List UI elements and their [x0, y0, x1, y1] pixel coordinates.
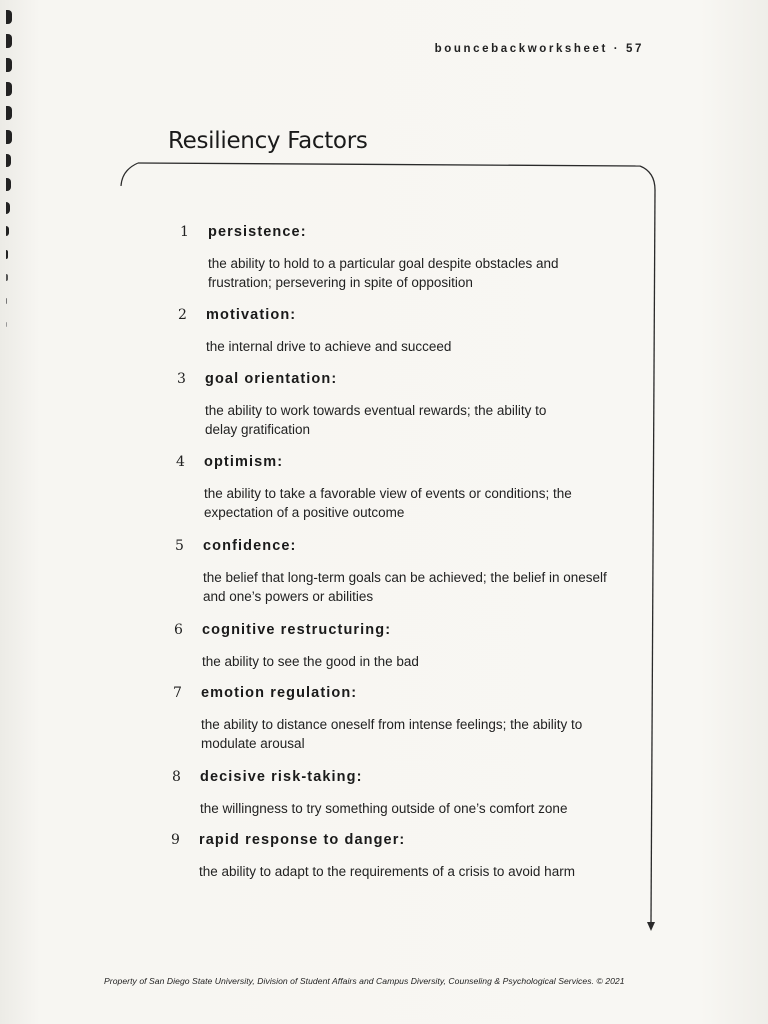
binding-mark — [6, 202, 10, 214]
down-arrow-icon — [647, 922, 655, 931]
binding-mark — [6, 298, 7, 304]
binding-mark — [6, 106, 12, 120]
factor-number: 3 — [177, 371, 186, 387]
factor-number: 2 — [178, 307, 187, 323]
binding-mark — [6, 58, 12, 72]
frame-right-line — [651, 190, 655, 922]
factor-description: the belief that long-term goals can be achieved; the belief in oneself and one’s powers or abilities — [203, 570, 607, 604]
factor-number: 6 — [174, 622, 183, 638]
page-title: Resiliency Factors — [168, 128, 368, 154]
factor-description: the willingness to try something outside of one’s comfort zone — [200, 801, 568, 816]
factor-description: the ability to work towards eventual rewards; the ability to delay gratification — [205, 403, 547, 437]
factor-description: the internal drive to achieve and succeed — [206, 339, 452, 354]
factor-number: 9 — [171, 832, 180, 848]
factor-number: 5 — [175, 538, 184, 554]
factor-description: the ability to hold to a particular goal despite obstacles and frustration; persevering in spite of opposition — [208, 256, 559, 290]
factor-name: optimism: — [204, 454, 284, 470]
factor-name: decisive risk-taking: — [200, 769, 363, 785]
factor-description: the ability to adapt to the requirements of a crisis to avoid harm — [199, 864, 575, 879]
binding-mark — [6, 226, 9, 236]
factor-name: cognitive restructuring: — [202, 622, 392, 638]
binding-mark — [6, 10, 12, 24]
factor-number: 4 — [176, 454, 185, 470]
copyright-footer: Property of San Diego State University, Division of Student Affairs and Campus Diversity, Counseling & Psychological Services. © 2021 — [104, 976, 625, 986]
frame-left-curve — [121, 163, 138, 186]
binding-marks — [6, 10, 16, 350]
binding-mark — [6, 250, 8, 259]
frame-right-curve — [640, 166, 655, 190]
factor-number: 8 — [172, 769, 181, 785]
binding-mark — [6, 154, 11, 167]
factor-name: confidence: — [203, 538, 297, 554]
factor-description: the ability to distance oneself from intense feelings; the ability to modulate arousal — [201, 717, 583, 751]
frame-top-line — [138, 163, 640, 166]
binding-mark — [6, 322, 7, 327]
factor-number: 1 — [180, 224, 189, 240]
factor-description: the ability to take a favorable view of events or conditions; the expectation of a positive outcome — [204, 486, 572, 520]
factor-description: the ability to see the good in the bad — [202, 654, 419, 669]
factor-name: emotion regulation: — [201, 685, 358, 701]
binding-mark — [6, 82, 12, 96]
factor-name: motivation: — [206, 307, 297, 323]
binding-mark — [6, 178, 11, 191]
factor-number: 7 — [173, 685, 182, 701]
binding-mark — [6, 34, 12, 48]
page-header: bouncebackworksheet · 57 — [434, 43, 644, 55]
factor-name: goal orientation: — [205, 371, 338, 387]
binding-mark — [6, 274, 8, 281]
binding-mark — [6, 130, 12, 144]
factor-name: rapid response to danger: — [199, 832, 406, 848]
factor-name: persistence: — [208, 224, 307, 240]
